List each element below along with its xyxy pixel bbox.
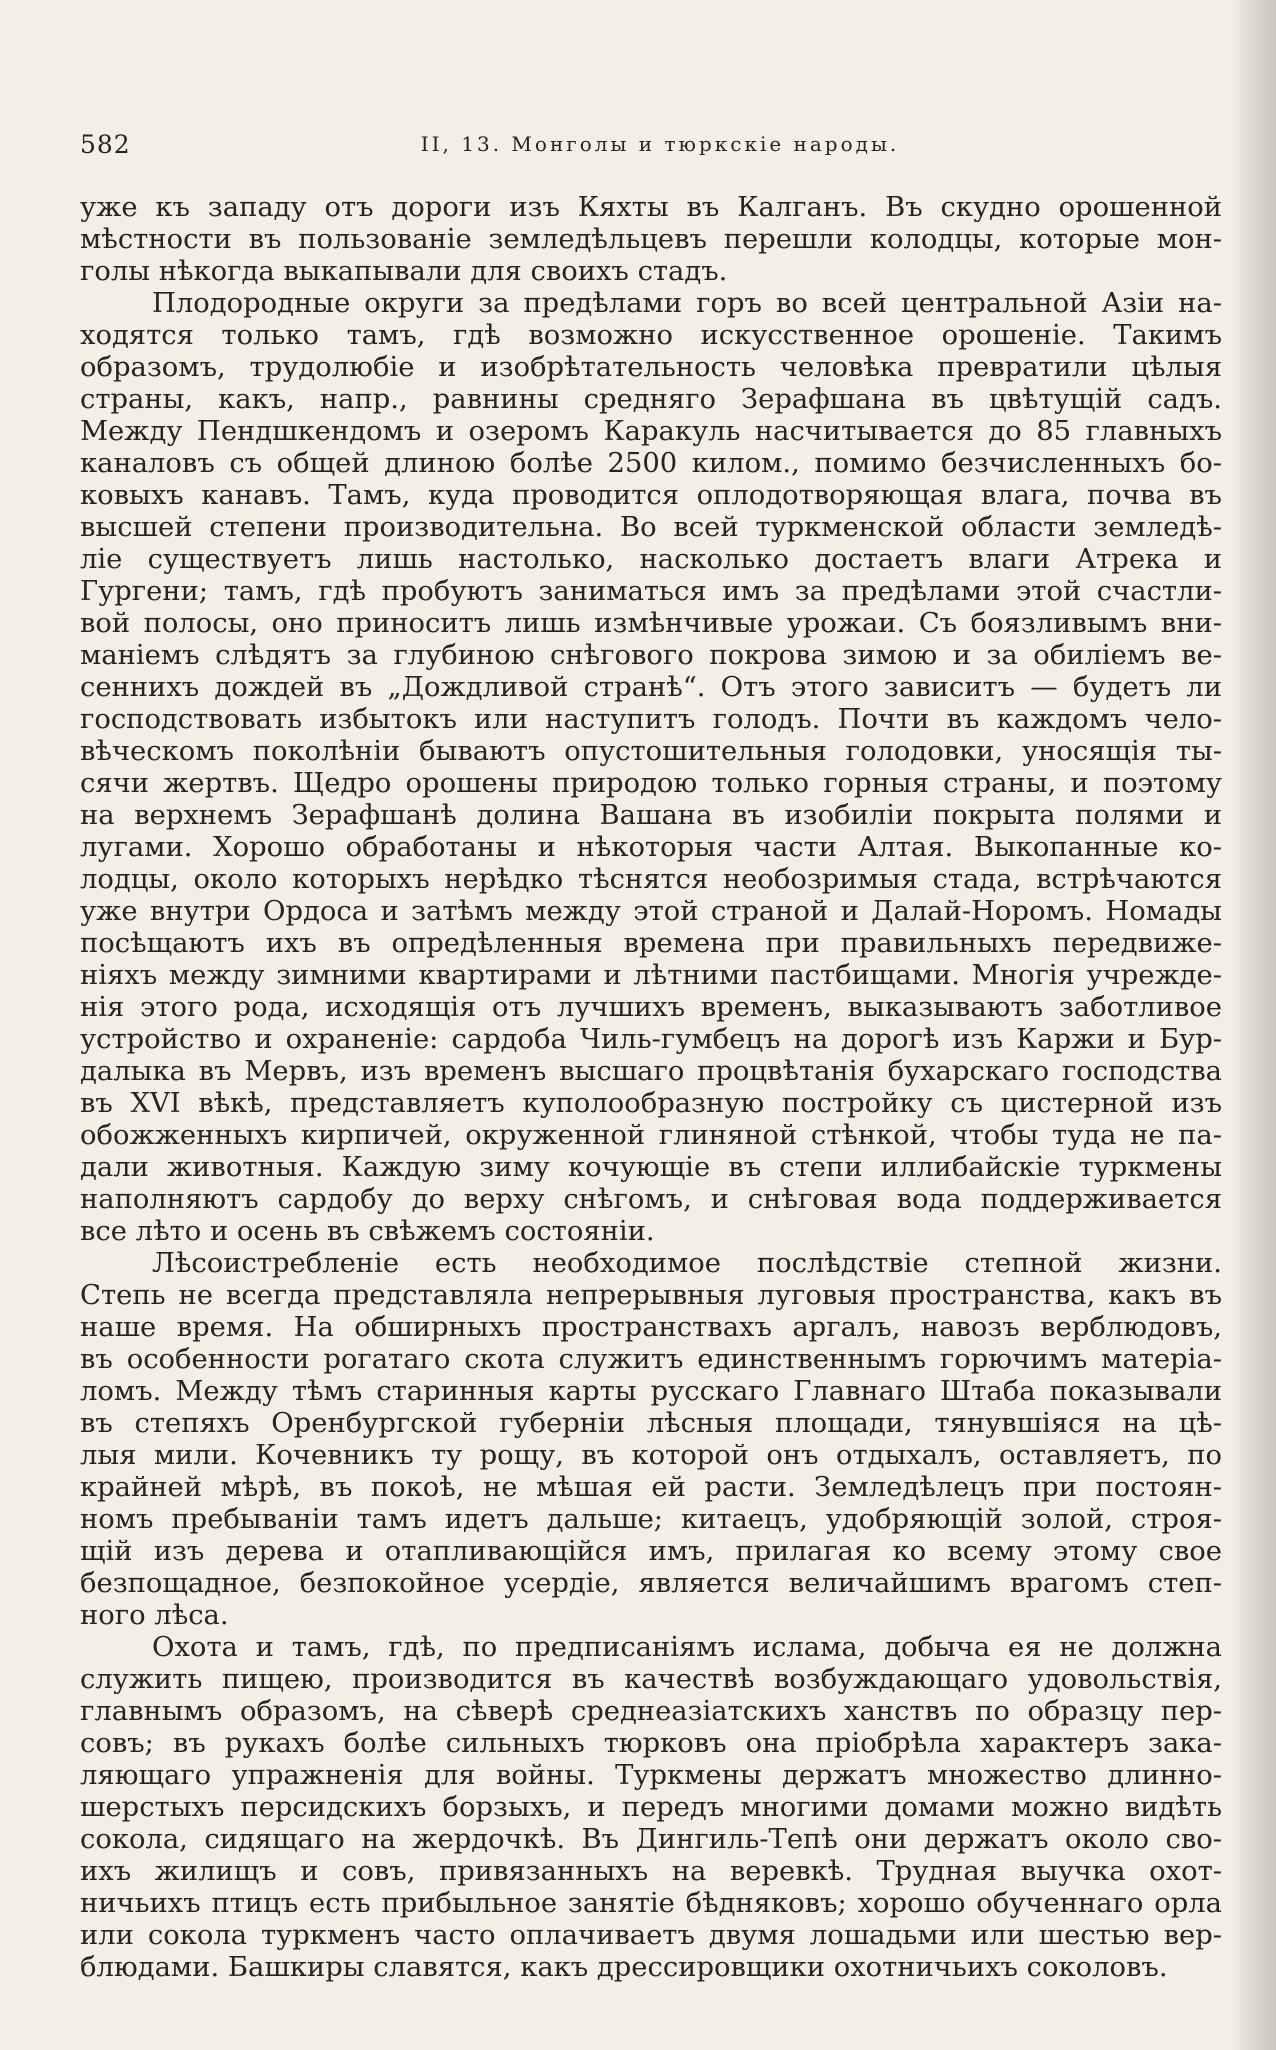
text-line: маніемъ слѣдятъ за глубиною снѣгового покрова зимою и за обиліемъ ве- bbox=[80, 640, 1222, 671]
text-line: лыя мили. Кочевникъ ту рощу, въ которой онъ отдыхалъ, оставляетъ, по bbox=[80, 1440, 1222, 1471]
text-line: устройство и охраненіе: сардоба Чиль-гумбецъ на дорогѣ изъ Каржи и Бур- bbox=[80, 1024, 1222, 1055]
text-line: крайней мѣрѣ, въ покоѣ, не мѣшая ей расти. Земледѣлецъ при постоян- bbox=[80, 1472, 1222, 1503]
text-line: господствовать избытокъ или наступитъ голодъ. Почти въ каждомъ чело- bbox=[80, 704, 1222, 735]
text-line: Гургени; тамъ, гдѣ пробуютъ заниматься имъ за предѣлами этой счастли- bbox=[80, 576, 1222, 607]
text-line: въ особенности рогатаго скота служитъ единственнымъ горючимъ матеріа- bbox=[80, 1344, 1222, 1375]
text-line: сячи жертвъ. Щедро орошены природою только горныя страны, и поэтому bbox=[80, 768, 1222, 799]
text-line: ихъ жилищъ и совъ, привязанныхъ на веревкѣ. Трудная выучка охот- bbox=[80, 1856, 1222, 1887]
text-line: голы нѣкогда выкапывали для своихъ стадъ. bbox=[80, 256, 728, 287]
text-line: образомъ, трудолюбіе и изобрѣтательность человѣка превратили цѣлыя bbox=[80, 352, 1222, 383]
text-line: шерстыхъ персидскихъ борзыхъ, и передъ многими домами можно видѣть bbox=[80, 1792, 1222, 1823]
text-line: нія этого рода, исходящія отъ лучшихъ временъ, выказываютъ заботливое bbox=[80, 992, 1222, 1023]
text-line: лодцы, около которыхъ нерѣдко тѣснятся необозримыя стада, встрѣчаются bbox=[80, 864, 1222, 895]
paragraph-first-line: Охота и тамъ, гдѣ, по предписаніямъ ислама, добыча ея не должна bbox=[152, 1632, 1222, 1663]
text-line: ляющаго упражненія для войны. Туркмены держатъ множество длинно- bbox=[80, 1760, 1222, 1791]
text-line: все лѣто и осень въ свѣжемъ состояніи. bbox=[80, 1216, 655, 1247]
text-line: далыка въ Мервъ, изъ временъ высшаго процвѣтанія бухарскаго господства bbox=[80, 1056, 1222, 1087]
body-text bbox=[80, 192, 1222, 1984]
text-line: посѣщаютъ ихъ въ опредѣленныя времена при правильныхъ передвиже- bbox=[80, 928, 1222, 959]
text-line: щій изъ дерева и отапливающійся имъ, прилагая ко всему этому свое bbox=[80, 1536, 1222, 1567]
text-line: обожженныхъ кирпичей, окруженной глиняной стѣнкой, чтобы туда не па- bbox=[80, 1120, 1222, 1151]
text-line: сокола, сидящаго на жердочкѣ. Въ Дингиль-Тепѣ они держатъ около сво- bbox=[80, 1824, 1222, 1855]
page-edge-shadow bbox=[1230, 0, 1276, 2050]
text-line: уже внутри Ордоса и затѣмъ между этой страной и Далай-Норомъ. Номады bbox=[80, 896, 1222, 927]
text-line: ломъ. Между тѣмъ старинныя карты русскаго Главнаго Штаба показывали bbox=[80, 1376, 1222, 1407]
text-line: безпощадное, безпокойное усердіе, является величайшимъ врагомъ степ- bbox=[80, 1568, 1222, 1599]
text-line: на верхнемъ Зерафшанѣ долина Вашана въ изобиліи покрыта полями и bbox=[80, 800, 1222, 831]
paragraph-first-line: Плодородные округи за предѣлами горъ во всей центральной Азіи на- bbox=[152, 288, 1222, 319]
text-line: ковыхъ канавъ. Тамъ, куда проводится оплодотворяющая влага, почва въ bbox=[80, 480, 1222, 511]
text-line: страны, какъ, напр., равнины средняго Зерафшана въ цвѣтущій садъ. bbox=[80, 384, 1222, 415]
text-line: ничьихъ птицъ есть прибыльное занятіе бѣдняковъ; хорошо обученнаго орла bbox=[80, 1888, 1222, 1919]
text-line: въ XVI вѣкѣ, представляетъ куполообразную постройку съ цистерной изъ bbox=[80, 1088, 1222, 1119]
text-line: въ степяхъ Оренбургской губерніи лѣсныя площади, тянувшіяся на цѣ- bbox=[80, 1408, 1222, 1439]
page-header bbox=[80, 130, 1240, 170]
text-line: мѣстности въ пользованіе земледѣльцевъ перешли колодцы, которые мон- bbox=[80, 224, 1222, 255]
paragraph-first-line: Лѣсоистребленіе есть необходимое послѣдствіе степной жизни. bbox=[152, 1248, 1222, 1279]
text-line: вѣческомъ поколѣніи бываютъ опустошительныя голодовки, уносящія ты- bbox=[80, 736, 1222, 767]
text-line: ніяхъ между зимними квартирами и лѣтними пастбищами. Многія учрежде- bbox=[80, 960, 1222, 991]
text-line: лугами. Хорошо обработаны и нѣкоторыя части Алтая. Выкопанные ко- bbox=[80, 832, 1222, 863]
text-line: Между Пендшкендомъ и озеромъ Каракуль насчитывается до 85 главныхъ bbox=[80, 416, 1222, 447]
text-line: вой полосы, оно приноситъ лишь измѣнчивые урожаи. Съ боязливымъ вни- bbox=[80, 608, 1222, 639]
page-number: 582 bbox=[80, 130, 131, 159]
text-line: наше время. На обширныхъ пространствахъ аргалъ, навозъ верблюдовъ, bbox=[80, 1312, 1222, 1343]
text-line: совъ; въ рукахъ болѣе сильныхъ тюрковъ она пріобрѣла характеръ зака- bbox=[80, 1728, 1222, 1759]
text-line: ходятся только тамъ, гдѣ возможно искусственное орошеніе. Такимъ bbox=[80, 320, 1222, 351]
text-line: номъ пребываніи тамъ идетъ дальше; китаецъ, удобряющій золой, строя- bbox=[80, 1504, 1222, 1535]
text-line: служить пищею, производится въ качествѣ возбуждающаго удовольствія, bbox=[80, 1664, 1222, 1695]
running-head: II, 13. Монголы и тюркскіе народы. bbox=[420, 132, 900, 156]
text-line: или сокола туркменъ часто оплачиваетъ двумя лошадьми или шестью вер- bbox=[80, 1920, 1222, 1951]
text-line: блюдами. Башкиры славятся, какъ дрессировщики охотничьихъ соколовъ. bbox=[80, 1952, 1168, 1983]
text-line: дали животныя. Каждую зиму кочующіе въ степи иллибайскіе туркмены bbox=[80, 1152, 1222, 1183]
text-line: ліе существуетъ лишь настолько, насколько достаетъ влаги Атрека и bbox=[80, 544, 1222, 575]
text-line: сеннихъ дождей въ „Дождливой странѣ“. Отъ этого зависитъ — будетъ ли bbox=[80, 672, 1222, 703]
text-line: уже къ западу отъ дороги изъ Кяхты въ Калганъ. Въ скудно орошенной bbox=[80, 192, 1222, 223]
text-line: наполняютъ сардобу до верху снѣгомъ, и снѣговая вода поддерживается bbox=[80, 1184, 1222, 1215]
text-line: высшей степени производительна. Во всей туркменской области земледѣ- bbox=[80, 512, 1222, 543]
text-line: ного лѣса. bbox=[80, 1600, 229, 1631]
text-line: каналовъ съ общей длиною болѣе 2500 килом., помимо безчисленныхъ бо- bbox=[80, 448, 1222, 479]
text-line: Степь не всегда представляла непрерывныя луговыя пространства, какъ въ bbox=[80, 1280, 1222, 1311]
text-line: главнымъ образомъ, на сѣверѣ среднеазіатскихъ ханствъ по образцу пер- bbox=[80, 1696, 1222, 1727]
